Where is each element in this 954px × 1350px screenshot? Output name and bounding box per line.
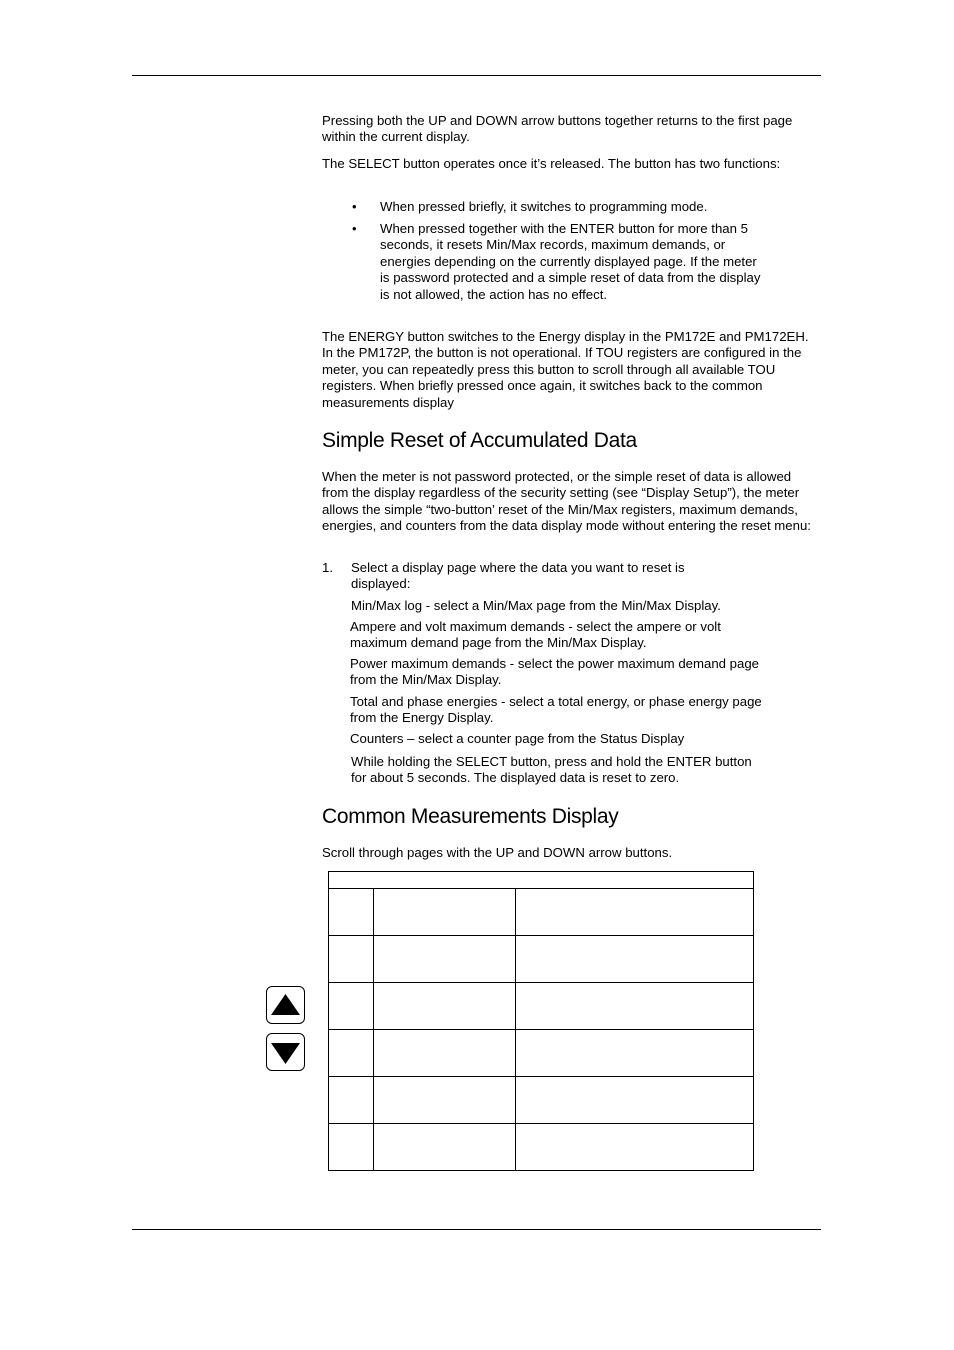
- arrow-up-button-icon: [266, 986, 305, 1024]
- reset-sub-item: While holding the SELECT button, press and hold the ENTER button for about 5 seconds. The displayed data is reset to zero.: [351, 754, 752, 786]
- energy-post-text: button switches to the Energy display in the PM172E and PM172EH. In the PM172P, the button is not operational. If TOU registers are configured in the meter, you can repeatedly press this button to scroll through all available TOU registers. When briefly pressed once again, it switches back to the common measurements display: [322, 329, 809, 410]
- reset-sub-item: Ampere and volt maximum demands - select the ampere or volt maximum demand page from the Min/Max Display.: [350, 619, 721, 651]
- table-cell: [516, 983, 754, 1030]
- table-cell: [329, 1030, 374, 1077]
- energy-pre-text: The: [322, 329, 349, 344]
- table-header-row: [329, 872, 754, 889]
- reset-sub-item: Total and phase energies - select a total energy, or phase energy page from the Energy Display.: [350, 694, 762, 726]
- bullet-item: When pressed briefly, it switches to programming mode.: [380, 199, 708, 214]
- table-cell: [329, 1077, 374, 1124]
- reset-body: When the meter is not password protected, or the simple reset of data is allowed from the display regardless of the security setting (see “Display Setup”), the meter allows the simple “two-button’ reset of the Min/Max registers, maximum demands, energies, and counters from the data display mode without entering the reset menu:: [322, 469, 811, 534]
- select-key-label: SELECT: [348, 156, 400, 171]
- footer-rule: [132, 1229, 821, 1230]
- select-paragraph: [322, 156, 814, 172]
- table-row: [329, 936, 754, 983]
- triangle-up-icon: [270, 991, 301, 1019]
- intro-paragraph: Pressing both the UP and DOWN arrow buttons together returns to the first page within the current display.: [322, 113, 793, 145]
- table-row: [329, 1030, 754, 1077]
- step-number: 1.: [322, 560, 333, 575]
- common-body: Scroll through pages with the UP and DOWN arrow buttons.: [322, 845, 673, 860]
- table-cell: [374, 889, 516, 936]
- table-row: [329, 983, 754, 1030]
- select-post-text: button operates once it’s released. The button has two functions:: [399, 156, 781, 171]
- table-cell: [329, 936, 374, 983]
- header-rule: [132, 75, 821, 76]
- reset-sub-item: Power maximum demands - select the power maximum demand page from the Min/Max Display.: [350, 656, 759, 688]
- bullet-dot: •: [352, 221, 357, 236]
- arrow-down-button-icon: [266, 1033, 305, 1071]
- table-cell: [516, 1124, 754, 1171]
- energy-key-label: ENERGY: [348, 329, 404, 344]
- bullet-dot: •: [352, 199, 357, 214]
- reset-sub-item: Min/Max log - select a Min/Max page from the Min/Max Display.: [351, 598, 721, 613]
- step-text: Select a display page where the data you want to reset is displayed:: [351, 560, 685, 592]
- table-row: [329, 1077, 754, 1124]
- table-cell: [374, 936, 516, 983]
- table-cell: [516, 936, 754, 983]
- table-header-cell: [329, 872, 754, 889]
- section-heading-reset: Simple Reset of Accumulated Data: [322, 429, 637, 452]
- table-row: [329, 1124, 754, 1171]
- energy-paragraph: [322, 329, 814, 411]
- select-pre-text: The: [322, 156, 349, 171]
- display-pages-table: [328, 871, 754, 1171]
- table-cell: [516, 889, 754, 936]
- table-cell: [374, 1077, 516, 1124]
- table-cell: [329, 1124, 374, 1171]
- table-row: [329, 889, 754, 936]
- table-cell: [374, 983, 516, 1030]
- section-heading-common: Common Measurements Display: [322, 805, 619, 828]
- table-cell: [374, 1030, 516, 1077]
- bullet-item: When pressed together with the ENTER button for more than 5 seconds, it resets Min/Max records, maximum demands, or energies depending on the currently displayed page. If the meter is password protected and a simple reset of data from the display is not allowed, the action has no effect.: [380, 221, 761, 302]
- triangle-down-icon: [270, 1038, 301, 1066]
- reset-sub-item: Counters – select a counter page from the Status Display: [350, 731, 685, 746]
- table-cell: [329, 889, 374, 936]
- table-cell: [374, 1124, 516, 1171]
- table-cell: [516, 1030, 754, 1077]
- table-cell: [329, 983, 374, 1030]
- table-cell: [516, 1077, 754, 1124]
